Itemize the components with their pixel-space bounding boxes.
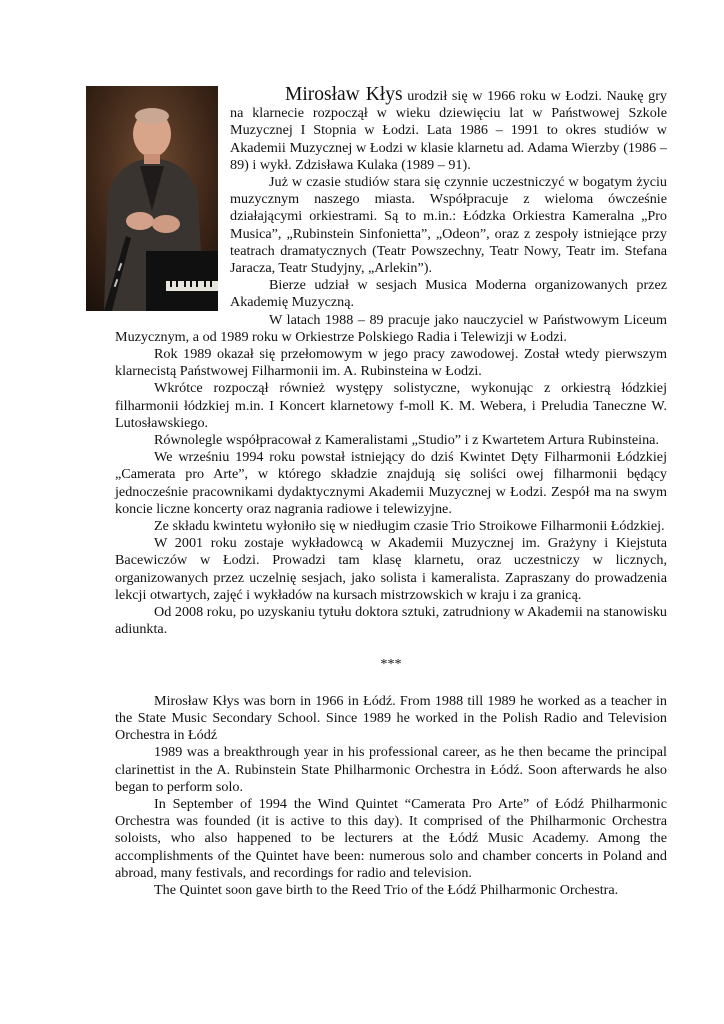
portrait-image	[86, 86, 218, 311]
section-separator: ***	[380, 655, 402, 672]
person-name: Mirosław Kłys	[285, 84, 403, 105]
polish-paragraph-9: Ze składu kwintetu wyłoniło się w niedługim czasie Trio Stroikowe Filharmonii Łódzkiej.	[154, 518, 665, 535]
text-column	[115, 86, 667, 899]
polish-paragraph-2: Już w czasie studiów stara się czynnie uczestniczyć w bogatym życiu muzycznym naszego miasta. Współpracuje z wieloma ówcześnie działającymi orkiestrami. Są to m.in.: Łódzka Orkiestra Kameralna „Pro Musica”, „Rubinstein Sinfonietta”, „Odeon”, oraz z zespoły istniejące przy teatrach dramatycznych (Teatr Powszechny, Teatr Nowy, Teatr im. Stefana Jaracza, Teatr Studyjny, „Arlekin”).	[230, 174, 667, 277]
english-paragraph-3: In September of 1994 the Wind Quintet “Camerata Pro Arte” of Łódź Philharmonic Orchestra was founded (it is active to this day). It comprised of the Philharmonic Orchestra soloists, who also happened to be lecturers at the Łódź Music Academy. Among the accomplishments of the Quintet have been: numerous solo and chamber concerts in Poland and abroad, many festivals, and recordings for radio and television.	[115, 795, 667, 881]
polish-paragraph-10: W 2001 roku zostaje wykładowcą w Akademii Muzycznej im. Grażyny i Kiejstuta Bacewiczów w Łodzi. Prowadzi tam klasę klarnetu, oraz uczestniczy w licznych, organizowanych przez uczelnię sesjach, jako solista i kameralista. Zapraszany do prowadzenia lekcji otwartych, zajęć i wykładów na kursach mistrzowskich w kraju i za granicą.	[115, 535, 667, 603]
polish-paragraph-4: W latach 1988 – 89 pracuje jako nauczyciel w Państwowym Liceum Muzycznym, a od 1989 roku w Orkiestrze Polskiego Radia i Telewizji w Łodzi.	[115, 311, 667, 345]
polish-paragraph-6: Wkrótce rozpoczął również występy solistyczne, wykonując z orkiestrą łódzkiej filharmonii łódzkiej m.in. I Koncert klarnetowy f-moll K. M. Webera, i Preludia Taneczne W. Lutosławskiego.	[115, 380, 667, 431]
polish-paragraph-5: Rok 1989 okazał się przełomowym w jego pracy zawodowej. Został wtedy pierwszym klarnecistą Państwowej Filharmonii im. A. Rubinsteina w Łodzi.	[115, 346, 667, 380]
english-paragraph-4: The Quintet soon gave birth to the Reed Trio of the Łódź Philharmonic Orchestra.	[154, 881, 619, 898]
english-paragraph-2: 1989 was a breakthrough year in his professional career, as he then became the principal clarinettist in the A. Rubinstein State Philharmonic Orchestra in Łódź. Soon afterwards he also began to perform solo.	[115, 744, 667, 795]
polish-paragraph-7: Równolegle współpracował z Kameralistami „Studio” i z Kwartetem Artura Rubinsteina.	[154, 432, 659, 449]
polish-paragraph-1: Mirosław Kłys urodził się w 1966 roku w Łodzi. Naukę gry na klarnecie rozpoczął w wieku dziewięciu lat w Państwowej Szkole Muzycznej I Stopnia w Łodzi. Lata 1986 – 1991 to okres studiów w Akademii Muzycznej w Łodzi w klasie klarnetu ad. Adama Wierzby (1986 – 89) i wykł. Zdzisława Kulaka (1989 – 91).	[230, 84, 667, 173]
portrait-photo	[86, 86, 218, 311]
polish-paragraph-3: Bierze udział w sesjach Musica Moderna organizowanych przez Akademię Muzyczną.	[230, 277, 667, 311]
polish-paragraph-8: We wrześniu 1994 roku powstał istniejący do dziś Kwintet Dęty Filharmonii Łódzkiej „Camerata pro Arte”, w którego składzie znajdują się soliści owej filharmonii będący jednocześnie pracownikami dydaktycznymi Akademii Muzycznej w Łodzi. Zespół ma na swym koncie liczne koncerty oraz nagrania radiowe i telewizyjne.	[115, 449, 667, 517]
polish-paragraph-11: Od 2008 roku, po uzyskaniu tytułu doktora sztuki, zatrudniony w Akademii na stanowisku adiunkta.	[115, 604, 667, 638]
english-paragraph-1: Mirosław Kłys was born in 1966 in Łódź. From 1988 till 1989 he worked as a teacher in the State Music Secondary School. Since 1989 he worked in the Polish Radio and Television Orchestra in Łódź	[115, 692, 667, 744]
